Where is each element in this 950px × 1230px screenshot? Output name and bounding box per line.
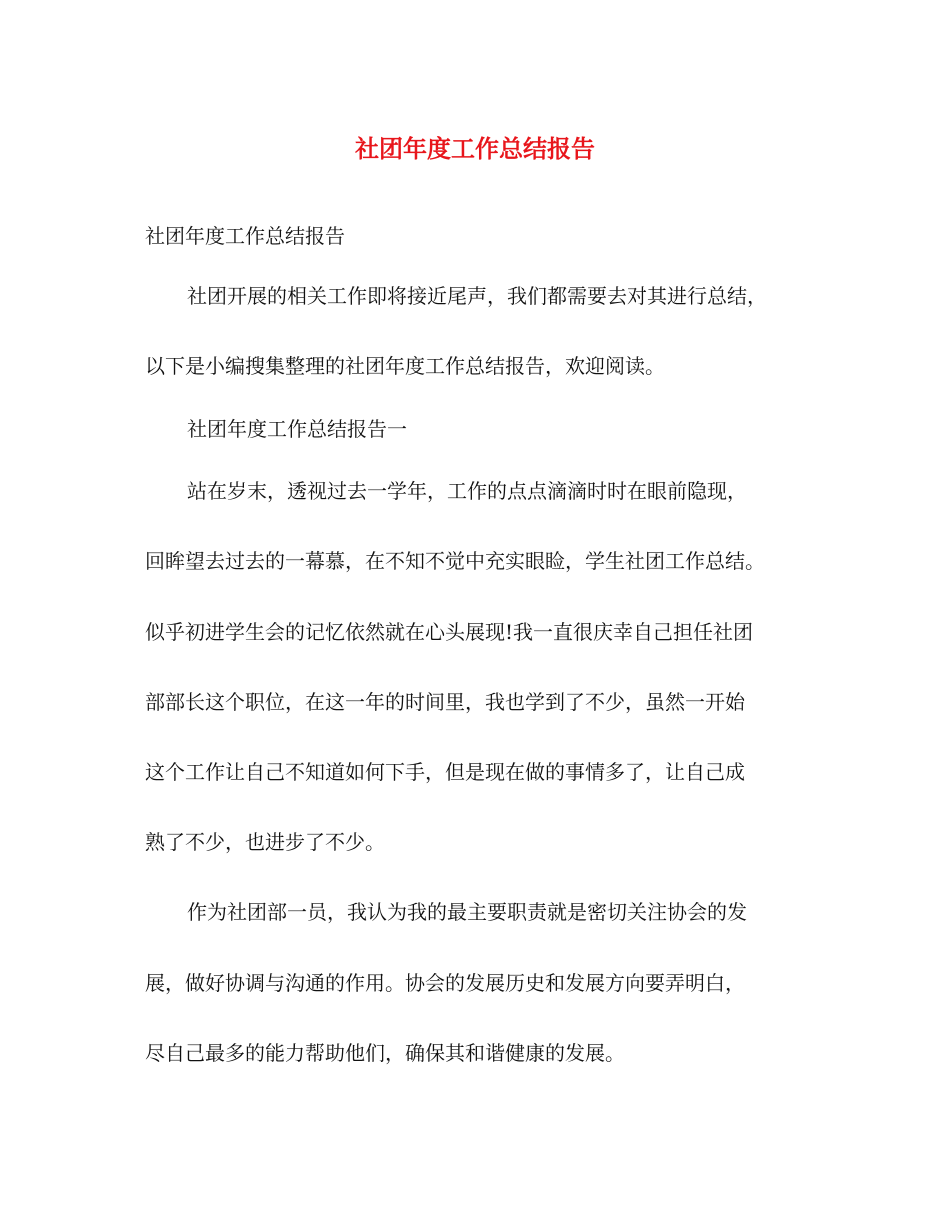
subtitle-line: 社团年度工作总结报告 xyxy=(145,224,345,248)
paragraph-line: 似乎初进学生会的记忆依然就在心头展现!我一直很庆幸自己担任社团 xyxy=(145,620,754,644)
paragraph-line: 回眸望去过去的一幕慕，在不知不觉中充实眼睑，学生社团工作总结。 xyxy=(145,549,765,573)
document-title: 社团年度工作总结报告 xyxy=(355,134,595,163)
paragraph-line: 部部长这个职位，在这一年的时间里，我也学到了不少，虽然一开始 xyxy=(145,690,745,714)
paragraph-line: 站在岁末，透视过去一学年，工作的点点滴滴时时在眼前隐现， xyxy=(187,479,747,503)
paragraph-line: 熟了不少，也进步了不少。 xyxy=(145,830,385,854)
paragraph-line: 这个工作让自己不知道如何下手，但是现在做的事情多了，让自己成 xyxy=(145,760,745,784)
paragraph-line: 以下是小编搜集整理的社团年度工作总结报告，欢迎阅读。 xyxy=(145,354,665,378)
paragraph-line: 展，做好协调与沟通的作用。协会的发展历史和发展方向要弄明白， xyxy=(145,971,745,995)
section-heading: 社团年度工作总结报告一 xyxy=(187,417,407,441)
paragraph-line: 作为社团部一员，我认为我的最主要职责就是密切关注协会的发 xyxy=(187,900,747,924)
paragraph-line: 尽自己最多的能力帮助他们，确保其和谐健康的发展。 xyxy=(145,1041,625,1065)
paragraph-line: 社团开展的相关工作即将接近尾声，我们都需要去对其进行总结， xyxy=(187,284,767,308)
